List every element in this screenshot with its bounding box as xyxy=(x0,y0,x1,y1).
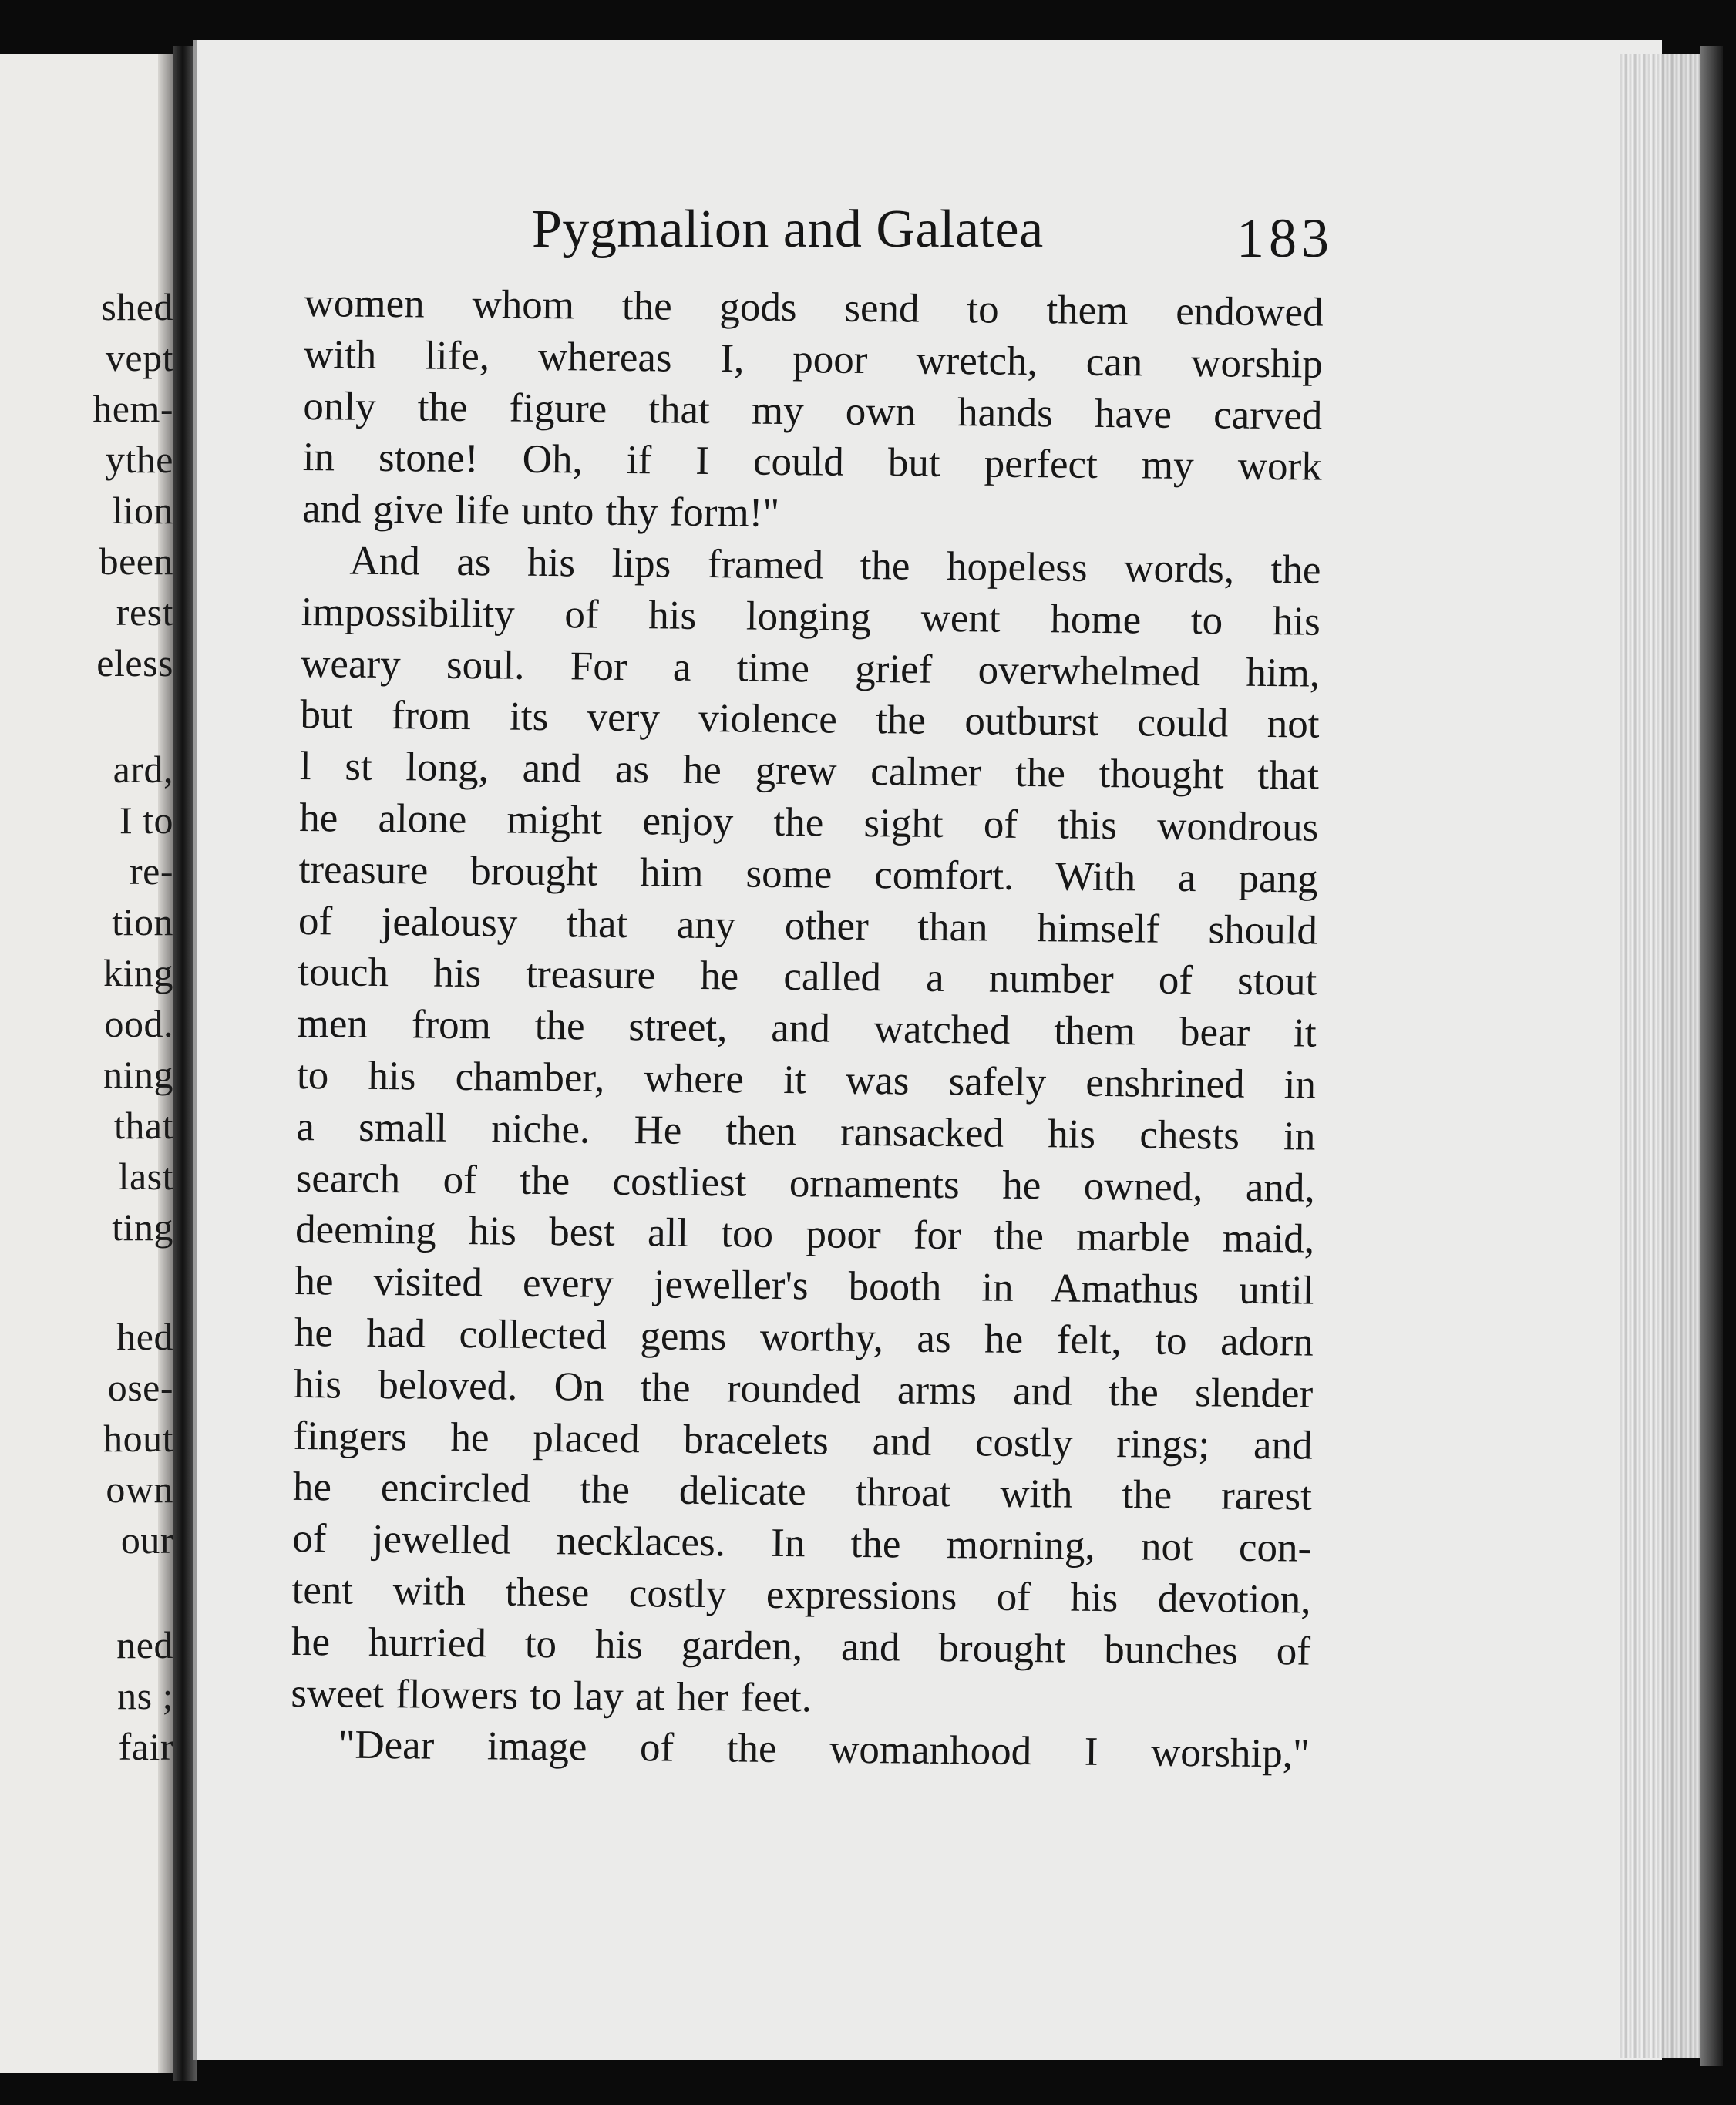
text-line: impossibility of his longing went home to his xyxy=(301,589,1321,644)
text-line: but from its very violence the outburst could not xyxy=(300,692,1320,748)
text-line: weary soul. For a time grief overwhelmed him, xyxy=(300,641,1321,696)
text-line: tent with these costly expressions of his devotion, xyxy=(291,1567,1311,1622)
text-line: and give life unto thy form!" xyxy=(301,486,780,536)
facing-page-fragment: own xyxy=(106,1468,173,1511)
page-edge-shadow xyxy=(1700,46,1723,2066)
text-line: he hurried to his garden, and brought bunches of xyxy=(291,1619,1311,1674)
facing-page-fragment: been xyxy=(99,540,173,583)
text-line: to his chamber, where it was safely enshrined in xyxy=(296,1052,1317,1108)
text-line: with life, whereas I, poor wretch, can worship xyxy=(303,331,1324,387)
facing-page-fragment: king xyxy=(103,951,173,994)
text-line: of jewelled necklaces. In the morning, not con- xyxy=(292,1516,1312,1571)
text-line: "Dear image of the womanhood I worship," xyxy=(338,1722,1310,1777)
text-line: he alone might enjoy the sight of this wondrous xyxy=(298,795,1319,850)
text-line: a small niche. He then ransacked his chests in xyxy=(296,1104,1316,1159)
page-stack-edge xyxy=(1619,54,1704,2058)
facing-page-fragment: ning xyxy=(103,1053,173,1096)
facing-page-fragment: rest xyxy=(116,590,173,634)
text-line: search of the costliest ornaments he owned, and, xyxy=(295,1155,1316,1211)
facing-page-fragment: our xyxy=(120,1518,173,1562)
facing-page-fragment: ythe xyxy=(105,438,173,481)
text-line: And as his lips framed the hopeless words, the xyxy=(349,538,1321,593)
facing-page-fragment: ood. xyxy=(104,1002,173,1045)
facing-page-fragment: hed xyxy=(116,1315,173,1358)
text-line: of jealousy that any other than himself should xyxy=(298,898,1318,953)
facing-page-fragment: fair xyxy=(118,1725,173,1768)
facing-page-fragment: ose- xyxy=(107,1366,173,1409)
facing-page-fragment: re- xyxy=(130,849,173,893)
facing-page-fragment: tion xyxy=(112,900,173,943)
text-line: in stone! Oh, if I could but perfect my work xyxy=(302,435,1322,490)
facing-page-fragment: lion xyxy=(112,489,173,532)
running-head xyxy=(532,199,1334,268)
facing-page xyxy=(0,54,173,2073)
facing-page-fragment: vept xyxy=(105,336,173,379)
text-line: l st long, and as he grew calmer the thought that xyxy=(299,744,1320,799)
page-number: 183 xyxy=(1236,207,1334,269)
text-line: he visited every jeweller's booth in Amathus until xyxy=(294,1259,1314,1313)
facing-page-fragment: hem- xyxy=(93,387,173,430)
facing-page-fragment: ard, xyxy=(113,748,173,791)
facing-page-fragment: hout xyxy=(103,1417,173,1460)
text-line: fingers he placed bracelets and costly rings; and xyxy=(293,1413,1313,1468)
body-text xyxy=(290,277,1324,1781)
facing-page-fragment: ns ; xyxy=(117,1674,173,1717)
text-line: treasure brought him some comfort. With a pang xyxy=(298,846,1318,902)
text-line: men from the street, and watched them bear it xyxy=(297,1001,1317,1056)
facing-page-fragment: shed xyxy=(101,285,173,328)
text-line: sweet flowers to lay at her feet. xyxy=(291,1670,812,1720)
facing-page-fragment: that xyxy=(114,1104,173,1147)
text-line: he had collected gems worthy, as he felt, to adorn xyxy=(294,1310,1314,1365)
facing-page-fragment: I to xyxy=(119,799,173,842)
facing-page-fragment: ting xyxy=(112,1205,173,1249)
running-title: Pygmalion and Galatea xyxy=(532,200,1044,259)
text-line: only the figure that my own hands have carved xyxy=(303,383,1323,439)
text-line: touch his treasure he called a number of stout xyxy=(298,950,1317,1005)
text-line: his beloved. On the rounded arms and the slender xyxy=(293,1361,1314,1417)
facing-page-fragment: eless xyxy=(96,641,173,684)
text-line: women whom the gods send to them endowed xyxy=(304,280,1324,335)
text-line: deeming his best all too poor for the marble maid, xyxy=(294,1207,1315,1262)
facing-page-fragment: ned xyxy=(116,1623,173,1666)
text-line: he encircled the delicate throat with the rarest xyxy=(292,1464,1313,1519)
facing-page-fragment: last xyxy=(118,1155,173,1198)
